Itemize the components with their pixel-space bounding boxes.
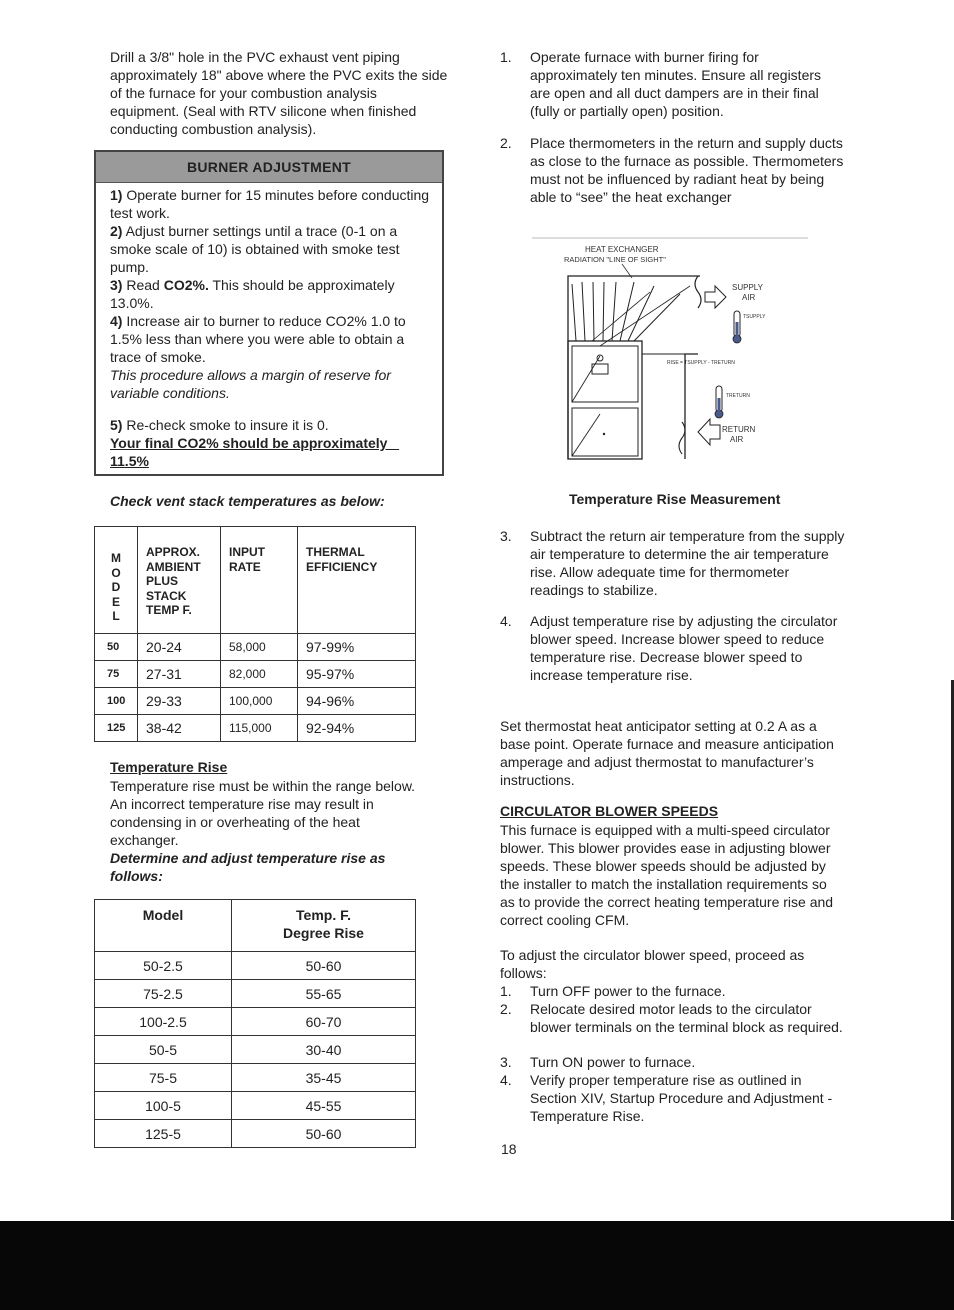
burner-adjustment-box <box>94 150 444 476</box>
list-item: 4. Adjust temperature rise by adjusting the circulator blower speed. Increase blower speed to reduce temperature rise. Decrease blower speed to increase temperature rise. <box>500 613 838 683</box>
scan-bottom-border <box>0 1221 954 1310</box>
table-row: 125-5 50-60 <box>95 1120 416 1148</box>
stack-table-header <box>95 527 416 634</box>
list-item: 2. Place thermometers in the return and supply ducts as close to the furnace as possible. Thermometers must not be influenced by radiant heat by being able to “see” the heat exchanger <box>500 135 844 205</box>
diagram-caption: Temperature Rise Measurement <box>569 491 781 507</box>
table-row: 100-5 45-55 <box>95 1092 416 1120</box>
list-item: 4. Verify proper temperature rise as outlined in Section XIV, Startup Procedure and Adjustment - Temperature Rise. <box>500 1072 833 1124</box>
temperature-rise-diagram <box>530 236 820 464</box>
list-item: 1. Turn OFF power to the furnace. <box>500 983 726 999</box>
stack-col-efficiency: THERMAL EFFICIENCY <box>298 527 416 634</box>
burner-step-4: 4) Increase air to burner to reduce CO2% 1.0 to 1.5% less than where you were able to obtain a trace of smoke. <box>110 313 406 365</box>
list-item: 3. Subtract the return air temperature from the supply air temperature to determine the air temperature rise. Allow adequate time for thermometer readings to stabilize. <box>500 528 845 598</box>
table-row: 100-2.5 60-70 <box>95 1008 416 1036</box>
anticipator-paragraph: Set thermostat heat anticipator setting at 0.2 A as a base point. Operate furnace and measure anticipation amperage and adjust thermostat to manufacturer’s instructions. <box>500 718 834 788</box>
t-supply-label: TSUPPLY <box>743 314 766 320</box>
rise-col-temp: Temp. F. Degree Rise <box>232 900 416 952</box>
rise-col-model: Model <box>95 900 232 952</box>
list-item: 2. Relocate desired motor leads to the circulator blower terminals on the terminal block as required. <box>500 1001 843 1035</box>
stack-col-ambient: APPROX. AMBIENT PLUS STACK TEMP F. <box>138 527 221 634</box>
temp-rise-instruction: Determine and adjust temperature rise as follows: <box>110 850 386 884</box>
table-row: 100 29-33 100,000 94-96% <box>95 688 416 715</box>
list-item: 1. Operate furnace with burner firing for approximately ten minutes. Ensure all registers are open and all duct dampers are in their final (fully or partially open) position. <box>500 49 822 119</box>
temp-rise-heading: Temperature Rise <box>110 759 228 775</box>
table-row: 125 38-42 115,000 92-94% <box>95 715 416 742</box>
burner-final-co2: Your final CO2% should be approximately 11.5% <box>110 435 400 469</box>
burner-adjustment-title: BURNER ADJUSTMENT <box>96 152 442 183</box>
page-number: 18 <box>501 1141 517 1157</box>
t-return-label: TRETURN <box>726 393 750 399</box>
hx-label-2: RADIATION "LINE OF SIGHT" <box>564 255 666 264</box>
intro-paragraph: Drill a 3/8" hole in the PVC exhaust vent piping approximately 18" above where the PVC exits the side of the furnace for your combustion analysis equipment. (Seal with RTV silicone when finished conducting combustion analysis). <box>110 49 448 137</box>
stack-col-model: M O D E L <box>95 527 138 634</box>
burner-step-1: 1) Operate burner for 15 minutes before conducting test work. <box>110 187 430 221</box>
return-label-1: RETURN <box>722 425 756 434</box>
supply-label-2: AIR <box>742 293 756 302</box>
temp-rise-body: Temperature rise must be within the range below. An incorrect temperature rise may result in condensing in or overheating of the heat exchanger. <box>110 778 416 848</box>
stack-temperature-table <box>94 526 416 742</box>
burner-step-2: 2) Adjust burner settings until a trace (0-1 on a smoke scale of 10) is obtained with smoke test pump. <box>110 223 400 275</box>
return-label-2: AIR <box>730 435 744 444</box>
list-item: 3. Turn ON power to furnace. <box>500 1054 696 1070</box>
blower-body: This furnace is equipped with a multi-speed circulator blower. This blower provides ease in adjusting blower speeds. These blower speeds should be adjusted by the installer to match the installation requirements so as to provide the correct heating temperature rise and correct cooling CFM. <box>500 822 834 928</box>
table-row: 50-5 30-40 <box>95 1036 416 1064</box>
stack-heading: Check vent stack temperatures as below: <box>110 493 385 509</box>
rise-table-header <box>95 900 416 952</box>
hx-label-1: HEAT EXCHANGER <box>585 245 659 254</box>
temp-rise-table <box>94 899 416 1148</box>
table-row: 75 27-31 82,000 95-97% <box>95 661 416 688</box>
blower-heading: CIRCULATOR BLOWER SPEEDS <box>500 803 719 819</box>
burner-step-5: 5) Re-check smoke to insure it is 0. <box>110 417 329 433</box>
burner-steps <box>110 186 432 470</box>
table-row: 75-2.5 55-65 <box>95 980 416 1008</box>
burner-step-3: 3) Read CO2%. This should be approximately 13.0%. <box>110 277 395 311</box>
blower-intro: To adjust the circulator blower speed, proceed as follows: <box>500 947 805 981</box>
supply-label-1: SUPPLY <box>732 283 763 292</box>
stack-col-input: INPUT RATE <box>221 527 298 634</box>
table-row: 50-2.5 50-60 <box>95 952 416 980</box>
table-row: 50 20-24 58,000 97-99% <box>95 634 416 661</box>
rise-formula: RISE = TSUPPLY - TRETURN <box>667 360 735 366</box>
table-row: 75-5 35-45 <box>95 1064 416 1092</box>
burner-note: This procedure allows a margin of reserve for variable conditions. <box>110 367 391 401</box>
